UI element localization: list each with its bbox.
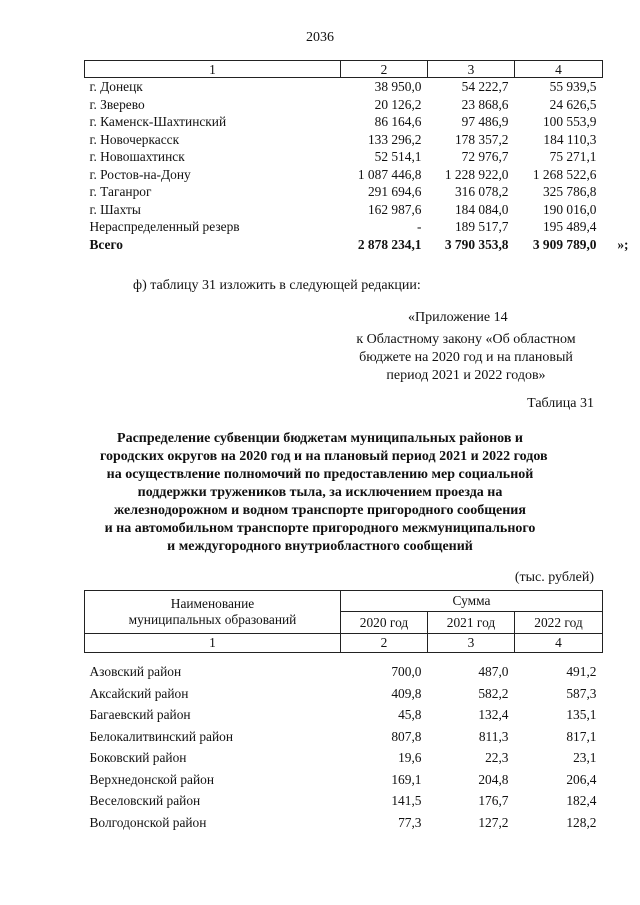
value-2020: 86 164,6: [374, 114, 422, 129]
value-2022: 491,2: [566, 664, 597, 679]
table-row: [85, 704, 603, 726]
value-2022: 100 553,9: [542, 114, 597, 129]
year-header: 2022 год: [515, 612, 603, 634]
column-numbers-row: [85, 634, 603, 653]
value-2020: 52 514,1: [374, 149, 422, 164]
value-2021: 316 078,2: [454, 184, 509, 199]
appendix-reference: [330, 331, 602, 385]
value-2020: 141,5: [391, 793, 422, 808]
value-2020: 700,0: [391, 664, 422, 679]
table-row: [85, 726, 603, 748]
value-2020: 807,8: [391, 728, 422, 744]
table-row: [85, 131, 603, 149]
value-2021: 22,3: [485, 750, 509, 765]
total-row: [85, 236, 603, 254]
value-2020: 77,3: [398, 814, 422, 830]
value-2022: 55 939,5: [549, 79, 597, 94]
table-row: [85, 148, 603, 166]
value-2020: 19,6: [398, 750, 422, 765]
value-2022: 190 016,0: [542, 201, 597, 217]
value-2020: 291 694,6: [367, 184, 422, 199]
value-2021: 184 084,0: [454, 201, 509, 217]
municipality-name: г. Каменск-Шахтинский: [89, 114, 227, 129]
value-2022: 1 268 522,6: [532, 166, 597, 182]
value-2020: -: [417, 219, 422, 234]
district-name: Верхнедонской район: [89, 771, 215, 787]
name-header-line: Наименование: [170, 596, 255, 611]
value-2021: 127,2: [478, 814, 509, 830]
municipality-name: Нераспределенный резерв: [89, 219, 240, 234]
value-2022: 587,3: [566, 685, 597, 701]
main-table: [84, 590, 603, 833]
table-row: [85, 683, 603, 705]
value-2021: 811,3: [478, 728, 509, 744]
column-number: 3: [428, 634, 515, 653]
heading-line: на осуществление полномочий по предоставлению мер социальной: [106, 467, 534, 482]
value-2020: 169,1: [391, 771, 422, 787]
municipality-name: г. Шахты: [89, 201, 141, 217]
value-2021: 23 868,6: [461, 96, 509, 112]
value-2020: 162 987,6: [367, 201, 422, 217]
value-2021: 582,2: [478, 685, 509, 701]
table-number: Таблица 31: [527, 396, 594, 411]
value-2022: 128,2: [566, 814, 597, 830]
top-table: [84, 60, 629, 253]
total-2021: 3 790 353,8: [444, 236, 509, 252]
table-heading: [100, 430, 548, 556]
value-2021: 176,7: [478, 793, 509, 808]
appendix-line: период 2021 и 2022 годов»: [386, 368, 546, 383]
total-2022-cell: [515, 236, 629, 254]
year-header: 2021 год: [428, 612, 515, 634]
closing-quote: »;: [617, 236, 629, 252]
value-2022: 184 110,3: [543, 131, 597, 147]
table-row: [85, 769, 603, 791]
amendment-text: ф) таблицу 31 изложить в следующей редакции:: [133, 278, 421, 293]
value-2021: 1 228 922,0: [444, 166, 509, 182]
table-row: [85, 78, 603, 96]
table-row: [85, 166, 603, 184]
year-header: 2020 год: [341, 612, 428, 634]
table-row: [85, 812, 603, 834]
column-number: 2: [341, 634, 428, 653]
value-2020: 1 087 446,8: [357, 166, 422, 182]
heading-line: железнодорожном и водном транспорте пригородного сообщения: [114, 503, 526, 518]
table-row: [85, 218, 603, 236]
value-2020: 409,8: [391, 685, 422, 701]
heading-line: и на автомобильном транспорте пригородного межмуниципального: [104, 521, 536, 536]
municipality-name: г. Таганрог: [89, 184, 152, 199]
municipality-name: г. Новошахтинск: [89, 149, 185, 164]
heading-line: поддержки тружеников тыла, за исключением проезда на: [137, 485, 503, 500]
value-2021: 487,0: [478, 664, 509, 679]
column-number: 1: [85, 634, 341, 653]
heading-line: Распределение субвенции бюджетам муниципальных районов и: [117, 431, 523, 446]
column-number: 4: [515, 61, 603, 78]
value-2021: 178 357,2: [454, 131, 509, 147]
sum-column-header: Сумма: [341, 591, 603, 612]
units-label: (тыс. рублей): [514, 570, 594, 585]
name-header-line: муниципальных образований: [128, 612, 297, 627]
total-label: Всего: [89, 236, 123, 252]
value-2020: 38 950,0: [374, 79, 422, 94]
value-2020: 20 126,2: [374, 96, 422, 112]
value-2021: 132,4: [478, 707, 509, 722]
table-row: [85, 747, 603, 769]
heading-line: и междугородного внутриобластного сообщений: [167, 539, 473, 554]
appendix-line: бюджете на 2020 год и на плановый: [359, 350, 573, 365]
spacer-row: [85, 653, 603, 662]
value-2022: 817,1: [566, 728, 597, 744]
district-name: Аксайский район: [89, 685, 189, 701]
municipality-name: г. Донецк: [89, 79, 143, 94]
value-2022: 206,4: [566, 771, 597, 787]
column-number: 2: [341, 61, 428, 78]
table-row: [85, 661, 603, 683]
value-2022: 23,1: [573, 750, 597, 765]
district-name: Волгодонской район: [89, 814, 207, 830]
table-row: [85, 96, 603, 114]
value-2022: 24 626,5: [549, 96, 597, 112]
table-row: [85, 201, 603, 219]
municipality-name: г. Новочеркасск: [89, 131, 180, 147]
district-name: Азовский район: [89, 664, 182, 679]
value-2022: 195 489,4: [542, 219, 597, 234]
value-2021: 189 517,7: [454, 219, 509, 234]
name-column-header: [85, 591, 341, 634]
total-2020: 2 878 234,1: [357, 236, 422, 252]
heading-line: городских округов на 2020 год и на плановый период 2021 и 2022 годов: [100, 449, 548, 464]
top-table-header-row: [85, 61, 603, 78]
column-number: 3: [428, 61, 515, 78]
value-2021: 72 976,7: [461, 149, 509, 164]
table-row: [85, 183, 603, 201]
district-name: Багаевский район: [89, 707, 191, 722]
value-2021: 97 486,9: [461, 114, 509, 129]
total-2022: 3 909 789,0: [532, 236, 597, 252]
value-2022: 75 271,1: [549, 149, 597, 164]
municipality-name: г. Ростов-на-Дону: [89, 166, 191, 182]
appendix-title: «Приложение 14: [408, 310, 508, 325]
value-2021: 54 222,7: [461, 79, 509, 94]
district-name: Белокалитвинский район: [89, 728, 234, 744]
column-number: 1: [85, 61, 341, 78]
page-number: 2036: [306, 30, 334, 45]
value-2022: 325 786,8: [542, 184, 597, 199]
value-2020: 45,8: [398, 707, 422, 722]
district-name: Боковский район: [89, 750, 187, 765]
column-number: 4: [515, 634, 603, 653]
value-2020: 133 296,2: [367, 131, 422, 147]
main-header-row: [85, 591, 603, 612]
district-name: Веселовский район: [89, 793, 201, 808]
table-row: [85, 113, 603, 131]
value-2022: 135,1: [566, 707, 597, 722]
table-row: [85, 790, 603, 812]
value-2022: 182,4: [566, 793, 597, 808]
value-2021: 204,8: [478, 771, 509, 787]
appendix-line: к Областному закону «Об областном: [356, 332, 576, 347]
municipality-name: г. Зверево: [89, 96, 145, 112]
